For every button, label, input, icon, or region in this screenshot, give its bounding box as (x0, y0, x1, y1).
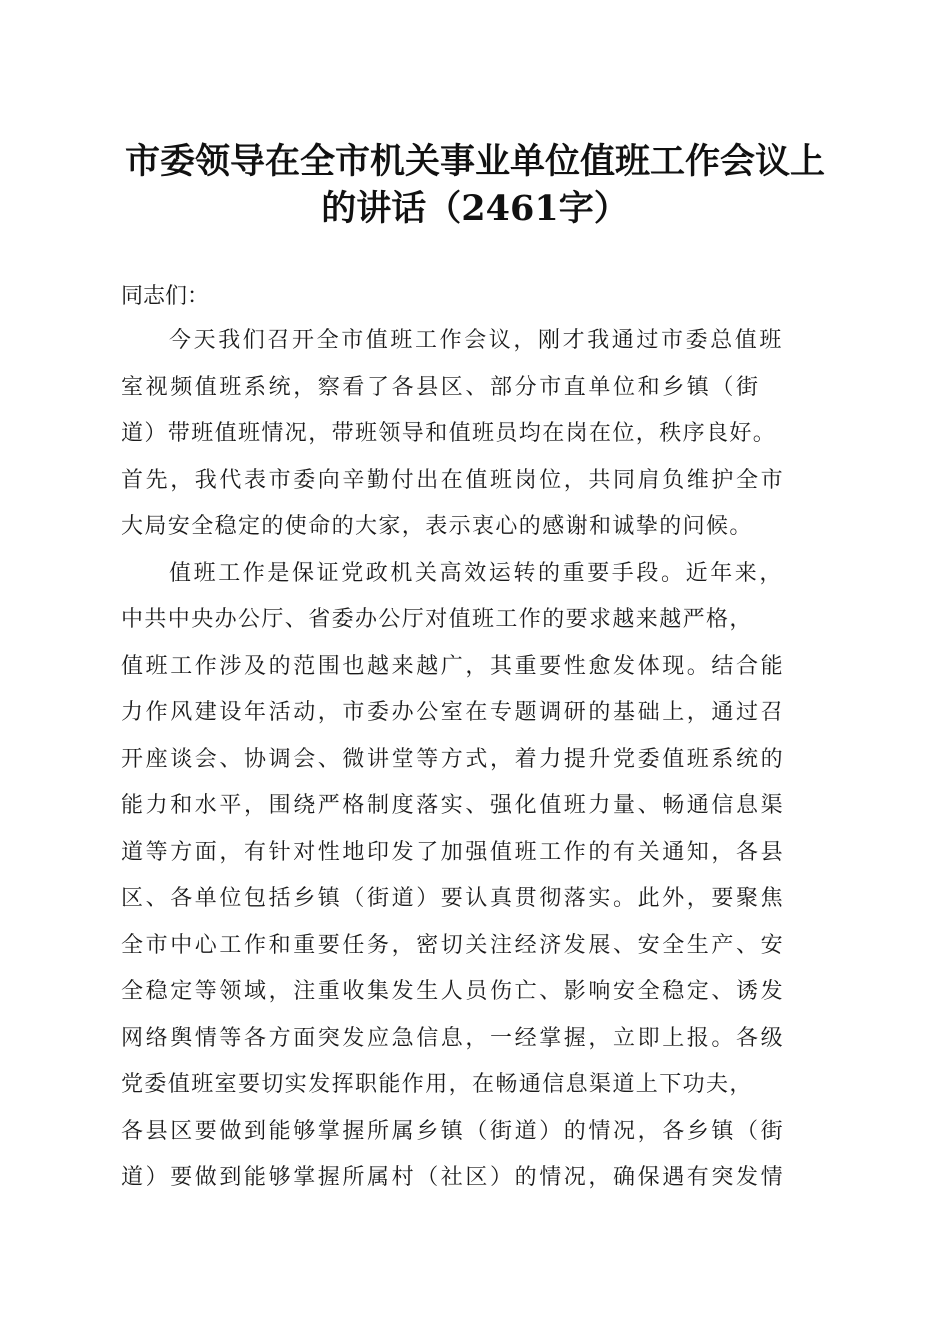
paragraph-2-line: 力作风建设年活动，市委办公室在专题调研的基础上，通过召 (121, 700, 786, 725)
body-text (121, 323, 833, 1207)
paragraph-2-line: 中共中央办公厅、省委办公厅对值班工作的要求越来越严格， (121, 607, 753, 632)
paragraph-2-line: 道）要做到能够掌握所属村（社区）的情况，确保遇有突发情 (121, 1165, 786, 1190)
paragraph-1-line: 首先，我代表市委向辛勤付出在值班岗位，共同肩负维护全市 (121, 467, 786, 493)
title-line-2: 的讲话（2461字） (321, 188, 629, 229)
paragraph-1-line: 大局安全稳定的使命的大家，表示衷心的感谢和诚挚的问候。 (121, 514, 753, 539)
paragraph-2-line: 值班工作是保证党政机关高效运转的重要手段。近年来， (169, 560, 785, 586)
paragraph-2-line: 开座谈会、协调会、微讲堂等方式，着力提升党委值班系统的 (121, 746, 786, 772)
document-title (100, 138, 850, 232)
paragraph-2-line: 值班工作涉及的范围也越来越广，其重要性愈发体现。结合能 (121, 653, 786, 679)
paragraph-2-line: 全稳定等领域，注重收集发生人员伤亡、影响安全稳定、诱发 (121, 979, 786, 1004)
paragraph-2-line: 能力和水平，围绕严格制度落实、强化值班力量、畅通信息渠 (121, 793, 786, 818)
paragraph-1-line: 室视频值班系统，察看了各县区、部分市直单位和乡镇（街 (121, 374, 761, 400)
paragraph-2-line: 党委值班室要切实发挥职能作用，在畅通信息渠道上下功夫， (121, 1072, 753, 1097)
paragraph-1-line: 道）带班值班情况，带班领导和值班员均在岗在位，秩序良好。 (121, 421, 777, 446)
paragraph-2-line: 道等方面，有针对性地印发了加强值班工作的有关通知，各县 (121, 839, 786, 865)
paragraph-2-line: 各县区要做到能够掌握所属乡镇（街道）的情况，各乡镇（街 (121, 1118, 786, 1144)
salutation: 同志们： (121, 284, 210, 309)
paragraph-2-line: 全市中心工作和重要任务，密切关注经济发展、安全生产、安 (121, 932, 786, 958)
paragraph-2-line: 区、各单位包括乡镇（街道）要认真贯彻落实。此外，要聚焦 (121, 886, 786, 911)
paragraph-1-line: 今天我们召开全市值班工作会议，刚才我通过市委总值班 (169, 328, 785, 353)
title-line-1: 市委领导在全市机关事业单位值班工作会议上 (124, 141, 825, 182)
paragraph-2-line: 网络舆情等各方面突发应急信息，一经掌握，立即上报。各级 (121, 1025, 786, 1051)
